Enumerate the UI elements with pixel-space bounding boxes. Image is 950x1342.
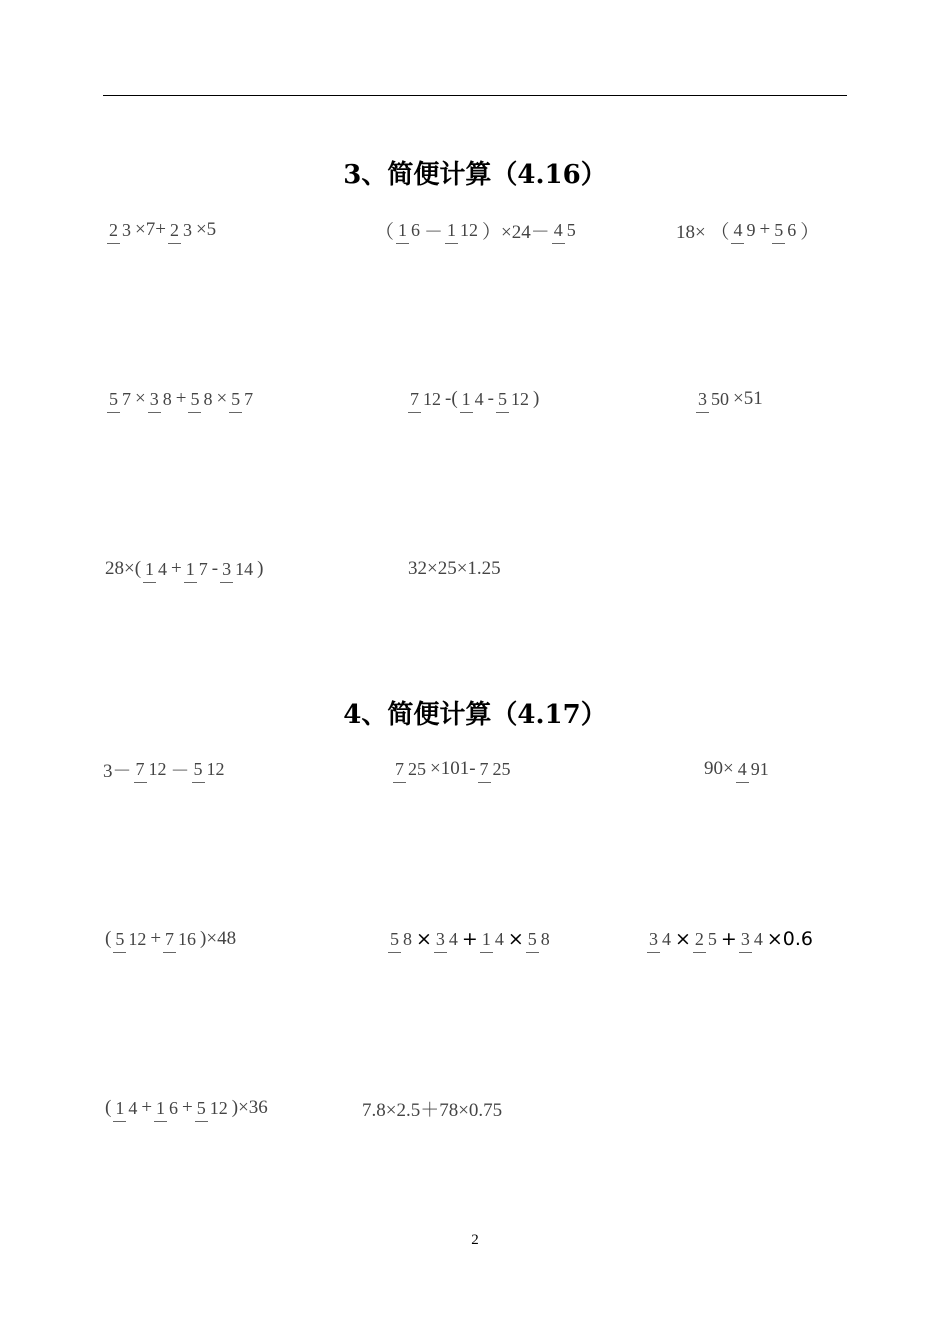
fraction: [647, 930, 673, 949]
fraction: [188, 390, 214, 409]
fraction: [772, 221, 798, 240]
denominator: 6: [169, 1097, 179, 1118]
section-4-title: 4、简便计算（4.17）: [343, 700, 607, 730]
fraction: [496, 390, 531, 409]
fraction: [480, 930, 506, 949]
denominator: 4: [753, 928, 763, 949]
denominator: 3: [182, 219, 192, 240]
expression-text: ×7+: [135, 219, 166, 240]
numerator: 1: [396, 220, 409, 244]
fraction: [478, 760, 513, 779]
numerator: 2: [693, 929, 706, 953]
numerator: 4: [731, 220, 744, 244]
header-rule: [103, 95, 847, 96]
expression-text: 90×: [704, 758, 734, 779]
denominator: 25: [492, 758, 511, 779]
problem-4-5: [386, 915, 554, 963]
fraction: [163, 930, 198, 949]
expression-text: ）: [800, 221, 820, 243]
numerator: 5: [188, 389, 201, 413]
fraction: [526, 930, 552, 949]
expression-text: 32×25×1.25: [408, 558, 501, 579]
expression-text: ): [257, 558, 264, 579]
denominator: 6: [411, 219, 421, 240]
problem-4-8: [362, 1084, 502, 1132]
problem-3-5: [406, 375, 539, 423]
problem-3-2: [375, 206, 580, 254]
numerator: 3: [220, 559, 233, 583]
expression-text: +: [175, 388, 187, 409]
problem-3-4: [105, 375, 257, 423]
numerator: 1: [480, 929, 493, 953]
numerator: 7: [408, 389, 421, 413]
denominator: 4: [662, 928, 671, 949]
problem-3-6: [694, 375, 763, 423]
fraction: [393, 760, 428, 779]
denominator: 5: [707, 928, 717, 949]
fraction: [396, 221, 422, 240]
numerator: 4: [552, 220, 565, 244]
expression-text: ×5: [195, 219, 217, 240]
denominator: 12: [148, 758, 167, 779]
denominator: 4: [158, 558, 168, 579]
expression-text: )×36: [231, 1097, 268, 1118]
expression-text: -: [487, 388, 494, 409]
denominator: 91: [750, 758, 769, 779]
fraction: [107, 221, 133, 240]
expression-text: ): [532, 388, 540, 409]
fraction: [460, 390, 486, 409]
numerator: 3: [696, 389, 709, 413]
expression-text: +: [171, 558, 182, 579]
fraction: [736, 760, 771, 779]
denominator: 4: [474, 388, 484, 409]
fraction: [184, 560, 210, 579]
numerator: 1: [460, 389, 473, 413]
numerator: 1: [184, 559, 197, 583]
problem-3-8: [408, 545, 501, 593]
expression-text: －: [170, 760, 190, 782]
expression-text: ×: [135, 388, 146, 409]
numerator: 1: [143, 559, 156, 583]
fraction: [445, 221, 480, 240]
expression-text: +: [759, 219, 771, 240]
numerator: 3: [434, 929, 447, 953]
denominator: 7: [122, 388, 131, 409]
numerator: 5: [496, 389, 509, 413]
numerator: 5: [772, 220, 785, 244]
numerator: 1: [113, 1098, 126, 1122]
denominator: 8: [162, 388, 172, 409]
fraction: [195, 1099, 230, 1118]
denominator: 4: [128, 1097, 138, 1118]
expression-text: ×: [416, 928, 432, 950]
problem-4-3: [704, 745, 773, 793]
fraction: [154, 1099, 180, 1118]
denominator: 12: [209, 1097, 228, 1118]
numerator: 7: [134, 759, 147, 783]
denominator: 5: [566, 219, 576, 240]
numerator: 5: [192, 759, 205, 783]
expression-text: 28×(: [105, 558, 142, 579]
numerator: 3: [739, 929, 752, 953]
fraction: [434, 930, 460, 949]
expression-text: +: [720, 928, 737, 950]
denominator: 3: [122, 219, 131, 240]
expression-text: )×48: [200, 928, 237, 949]
denominator: 50: [711, 388, 729, 409]
fraction: [113, 930, 148, 949]
numerator: 1: [445, 220, 458, 244]
fraction: [388, 930, 414, 949]
problem-4-1: [103, 745, 229, 793]
numerator: 3: [148, 389, 161, 413]
numerator: 5: [388, 929, 401, 953]
fraction: [696, 390, 731, 409]
expression-text: (: [105, 928, 112, 949]
fraction: [552, 221, 578, 240]
denominator: 12: [128, 928, 147, 949]
expression-text: （: [375, 221, 395, 243]
fraction: [229, 390, 255, 409]
denominator: 8: [403, 928, 412, 949]
denominator: 9: [746, 219, 756, 240]
problem-3-7: [105, 545, 263, 593]
numerator: 1: [154, 1098, 167, 1122]
denominator: 7: [244, 388, 254, 409]
denominator: 12: [460, 219, 479, 240]
expression-text: ×51: [733, 388, 763, 409]
numerator: 2: [168, 220, 181, 244]
numerator: 5: [526, 929, 539, 953]
fraction: [739, 930, 765, 949]
problem-3-1: [105, 206, 216, 254]
numerator: 5: [107, 389, 120, 413]
denominator: 6: [787, 219, 797, 240]
expression-text: (: [105, 1097, 112, 1118]
expression-text: 7.8×2.5＋78×0.75: [362, 1099, 503, 1121]
denominator: 16: [178, 928, 197, 949]
expression-text: +: [461, 928, 478, 950]
numerator: 5: [195, 1098, 208, 1122]
expression-text: -: [211, 558, 219, 579]
numerator: 7: [478, 759, 491, 783]
expression-text: +: [141, 1097, 153, 1118]
expression-text: ）×24－: [482, 221, 550, 243]
denominator: 12: [206, 758, 225, 779]
expression-text: +: [150, 928, 162, 949]
expression-text: 18× （: [676, 221, 730, 243]
fraction: [113, 1099, 139, 1118]
denominator: 8: [203, 388, 213, 409]
expression-text: -(: [445, 388, 458, 409]
problem-4-4: [105, 915, 236, 963]
expression-text: ×: [675, 928, 691, 950]
denominator: 4: [494, 928, 504, 949]
fraction: [107, 390, 133, 409]
expression-text: ×101-: [430, 758, 476, 779]
problem-3-3: [676, 206, 819, 254]
expression-text: 3－: [103, 760, 132, 782]
numerator: 2: [107, 220, 120, 244]
denominator: 8: [540, 928, 550, 949]
numerator: 4: [736, 759, 749, 783]
problem-4-2: [391, 745, 515, 793]
denominator: 14: [235, 558, 254, 579]
fraction: [168, 221, 194, 240]
fraction: [693, 930, 719, 949]
page-number: 2: [471, 1232, 479, 1248]
fraction: [134, 760, 169, 779]
denominator: 4: [448, 928, 458, 949]
expression-text: +: [182, 1097, 193, 1118]
fraction: [408, 390, 443, 409]
numerator: 7: [163, 929, 176, 953]
denominator: 12: [423, 388, 441, 409]
expression-text: ×: [507, 928, 524, 950]
denominator: 12: [510, 388, 529, 409]
numerator: 7: [393, 759, 406, 783]
fraction: [220, 560, 255, 579]
fraction: [148, 390, 174, 409]
denominator: 25: [408, 758, 426, 779]
expression-text: ×0.6: [766, 928, 813, 950]
expression-text: ×: [216, 388, 228, 409]
numerator: 5: [229, 389, 242, 413]
expression-text: －: [424, 221, 444, 243]
fraction: [731, 221, 757, 240]
denominator: 7: [198, 558, 208, 579]
fraction: [143, 560, 169, 579]
fraction: [192, 760, 227, 779]
section-3-title: 3、简便计算（4.16）: [343, 160, 607, 190]
problem-4-7: [105, 1084, 268, 1132]
problem-4-6: [645, 915, 813, 963]
numerator: 5: [113, 929, 126, 953]
numerator: 3: [647, 929, 660, 953]
